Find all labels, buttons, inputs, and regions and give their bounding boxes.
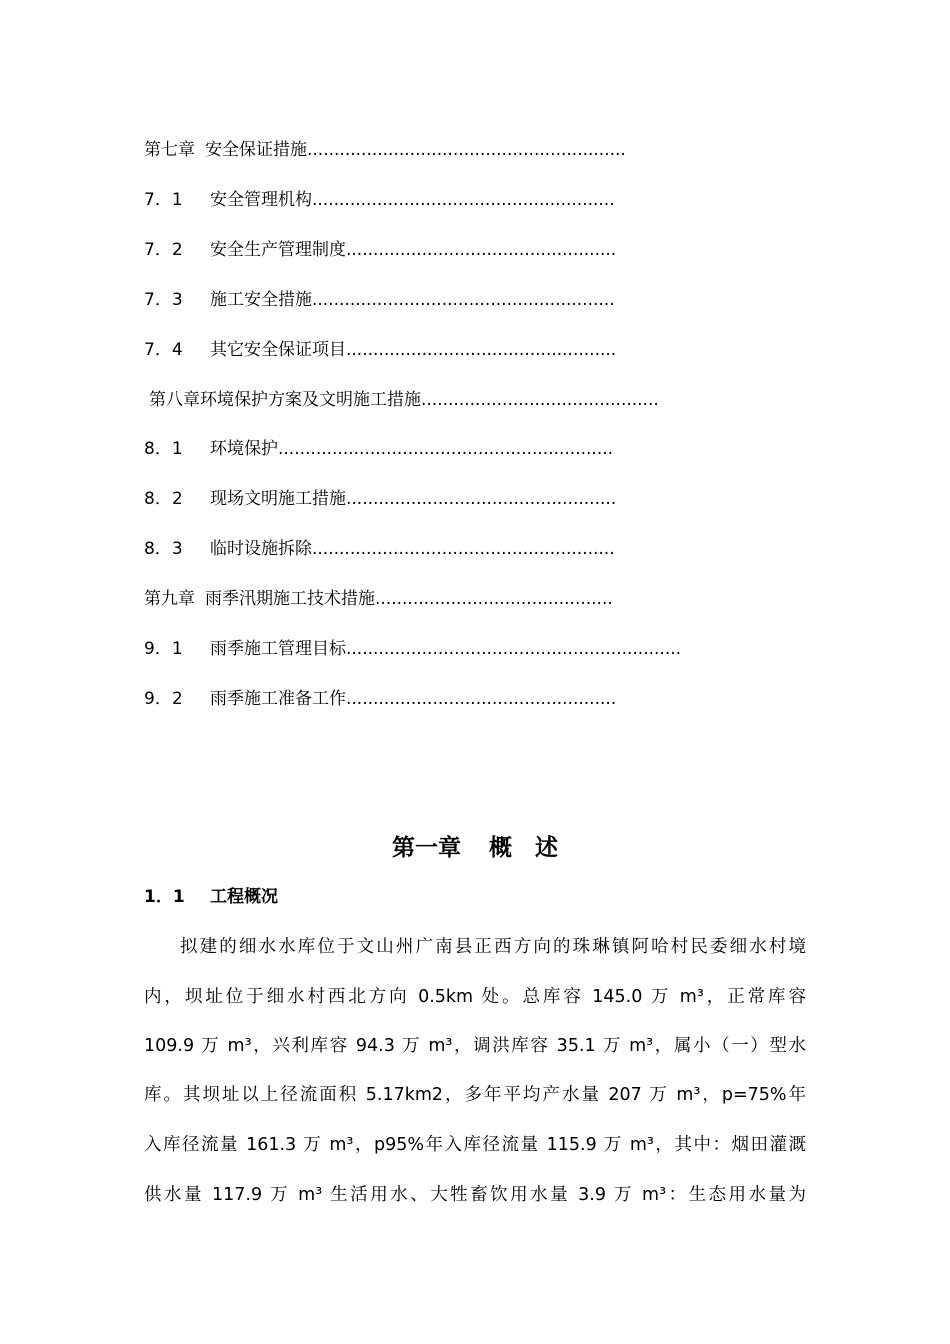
chapter-name: 概 述 [489, 835, 558, 861]
toc-entry-number: 第七章 [144, 140, 195, 160]
toc-entry-number: 8．2 [144, 489, 183, 509]
toc-entry-leader: .............................................................. [346, 639, 682, 659]
toc-entry [144, 239, 616, 261]
toc-entry-leader: .................................................. [346, 689, 617, 709]
toc-entry-title: 安全管理机构 [210, 190, 312, 210]
toc-entry-title: 现场文明施工措施 [210, 489, 346, 509]
paragraph-line: 库。其坝址以上径流面积 5.17km2，多年平均产水量 207 万 m³，p=75%年 [144, 1085, 806, 1105]
toc-entry-leader: ........................................................ [312, 290, 615, 310]
toc-entry-leader: ........................................................ [312, 190, 615, 210]
toc-entry [144, 638, 681, 660]
toc-entry-number: 7．4 [144, 340, 183, 360]
toc-entry-number: 8．1 [144, 439, 183, 459]
toc-entry-number: 7．3 [144, 290, 183, 310]
toc-entry [144, 139, 626, 161]
section-title: 工程概况 [210, 887, 278, 907]
toc-entry [144, 688, 616, 710]
toc-entry-title: 安全生产管理制度 [210, 240, 346, 260]
toc-entry-title: 环境保护方案及文明施工措施 [200, 390, 421, 410]
toc-entry-title: 雨季汛期施工技术措施 [205, 589, 375, 609]
toc-entry-title: 其它安全保证项目 [210, 340, 346, 360]
toc-entry-number: 7．2 [144, 240, 183, 260]
toc-entry [144, 189, 615, 211]
paragraph-line: 109.9 万 m³，兴利库容 94.3 万 m³，调洪库容 35.1 万 m³，属小（一）型水 [144, 1036, 806, 1056]
toc-entry-leader: .................................................. [346, 240, 617, 260]
paragraph-line: 供水量 117.9 万 m³ 生活用水、大牲畜饮用水量 3.9 万 m³：生态用水量为 [144, 1185, 806, 1205]
toc-entry [149, 389, 659, 411]
toc-entry-number: 7．1 [144, 190, 183, 210]
toc-entry-number: 9．2 [144, 689, 183, 709]
chapter-label: 第一章 [392, 835, 461, 861]
toc-entry [144, 538, 615, 560]
toc-entry [144, 438, 613, 460]
toc-entry-title: 安全保证措施 [205, 140, 307, 160]
toc-entry-number: 9．1 [144, 639, 183, 659]
toc-entry-title: 雨季施工管理目标 [210, 639, 346, 659]
toc-entry-number: 8．3 [144, 539, 183, 559]
toc-entry [144, 289, 615, 311]
toc-entry-title: 雨季施工准备工作 [210, 689, 346, 709]
toc-entry [144, 339, 616, 361]
toc-entry-leader: .................................................. [346, 489, 617, 509]
paragraph-line: 入库径流量 161.3 万 m³，p95%年入库径流量 115.9 万 m³，其中：烟田灌溉 [144, 1135, 806, 1155]
paragraph-line: 拟建的细水水库位于文山州广南县正西方向的珠琳镇阿哈村民委细水村境 [180, 937, 806, 957]
paragraph-line: 内，坝址位于细水村西北方向 0.5km 处。总库容 145.0 万 m³，正常库容 [144, 987, 806, 1007]
toc-entry-leader: ........................................................... [307, 140, 626, 160]
toc-entry-leader: ............................................ [421, 390, 659, 410]
section-number: 1．1 [144, 887, 185, 907]
toc-entry-leader: .............................................................. [278, 439, 614, 459]
toc-entry-title: 临时设施拆除 [210, 539, 312, 559]
section-heading [144, 886, 278, 908]
toc-entry-title: 施工安全措施 [210, 290, 312, 310]
toc-entry-number: 第九章 [144, 589, 195, 609]
toc-entry-leader: ............................................ [375, 589, 613, 609]
toc-entry [144, 488, 616, 510]
chapter-title [0, 834, 950, 862]
toc-entry [144, 588, 613, 610]
toc-entry-leader: ........................................................ [312, 539, 615, 559]
toc-entry-number: 第八章 [149, 390, 200, 410]
toc-entry-title: 环境保护 [210, 439, 278, 459]
toc-entry-leader: .................................................. [346, 340, 617, 360]
